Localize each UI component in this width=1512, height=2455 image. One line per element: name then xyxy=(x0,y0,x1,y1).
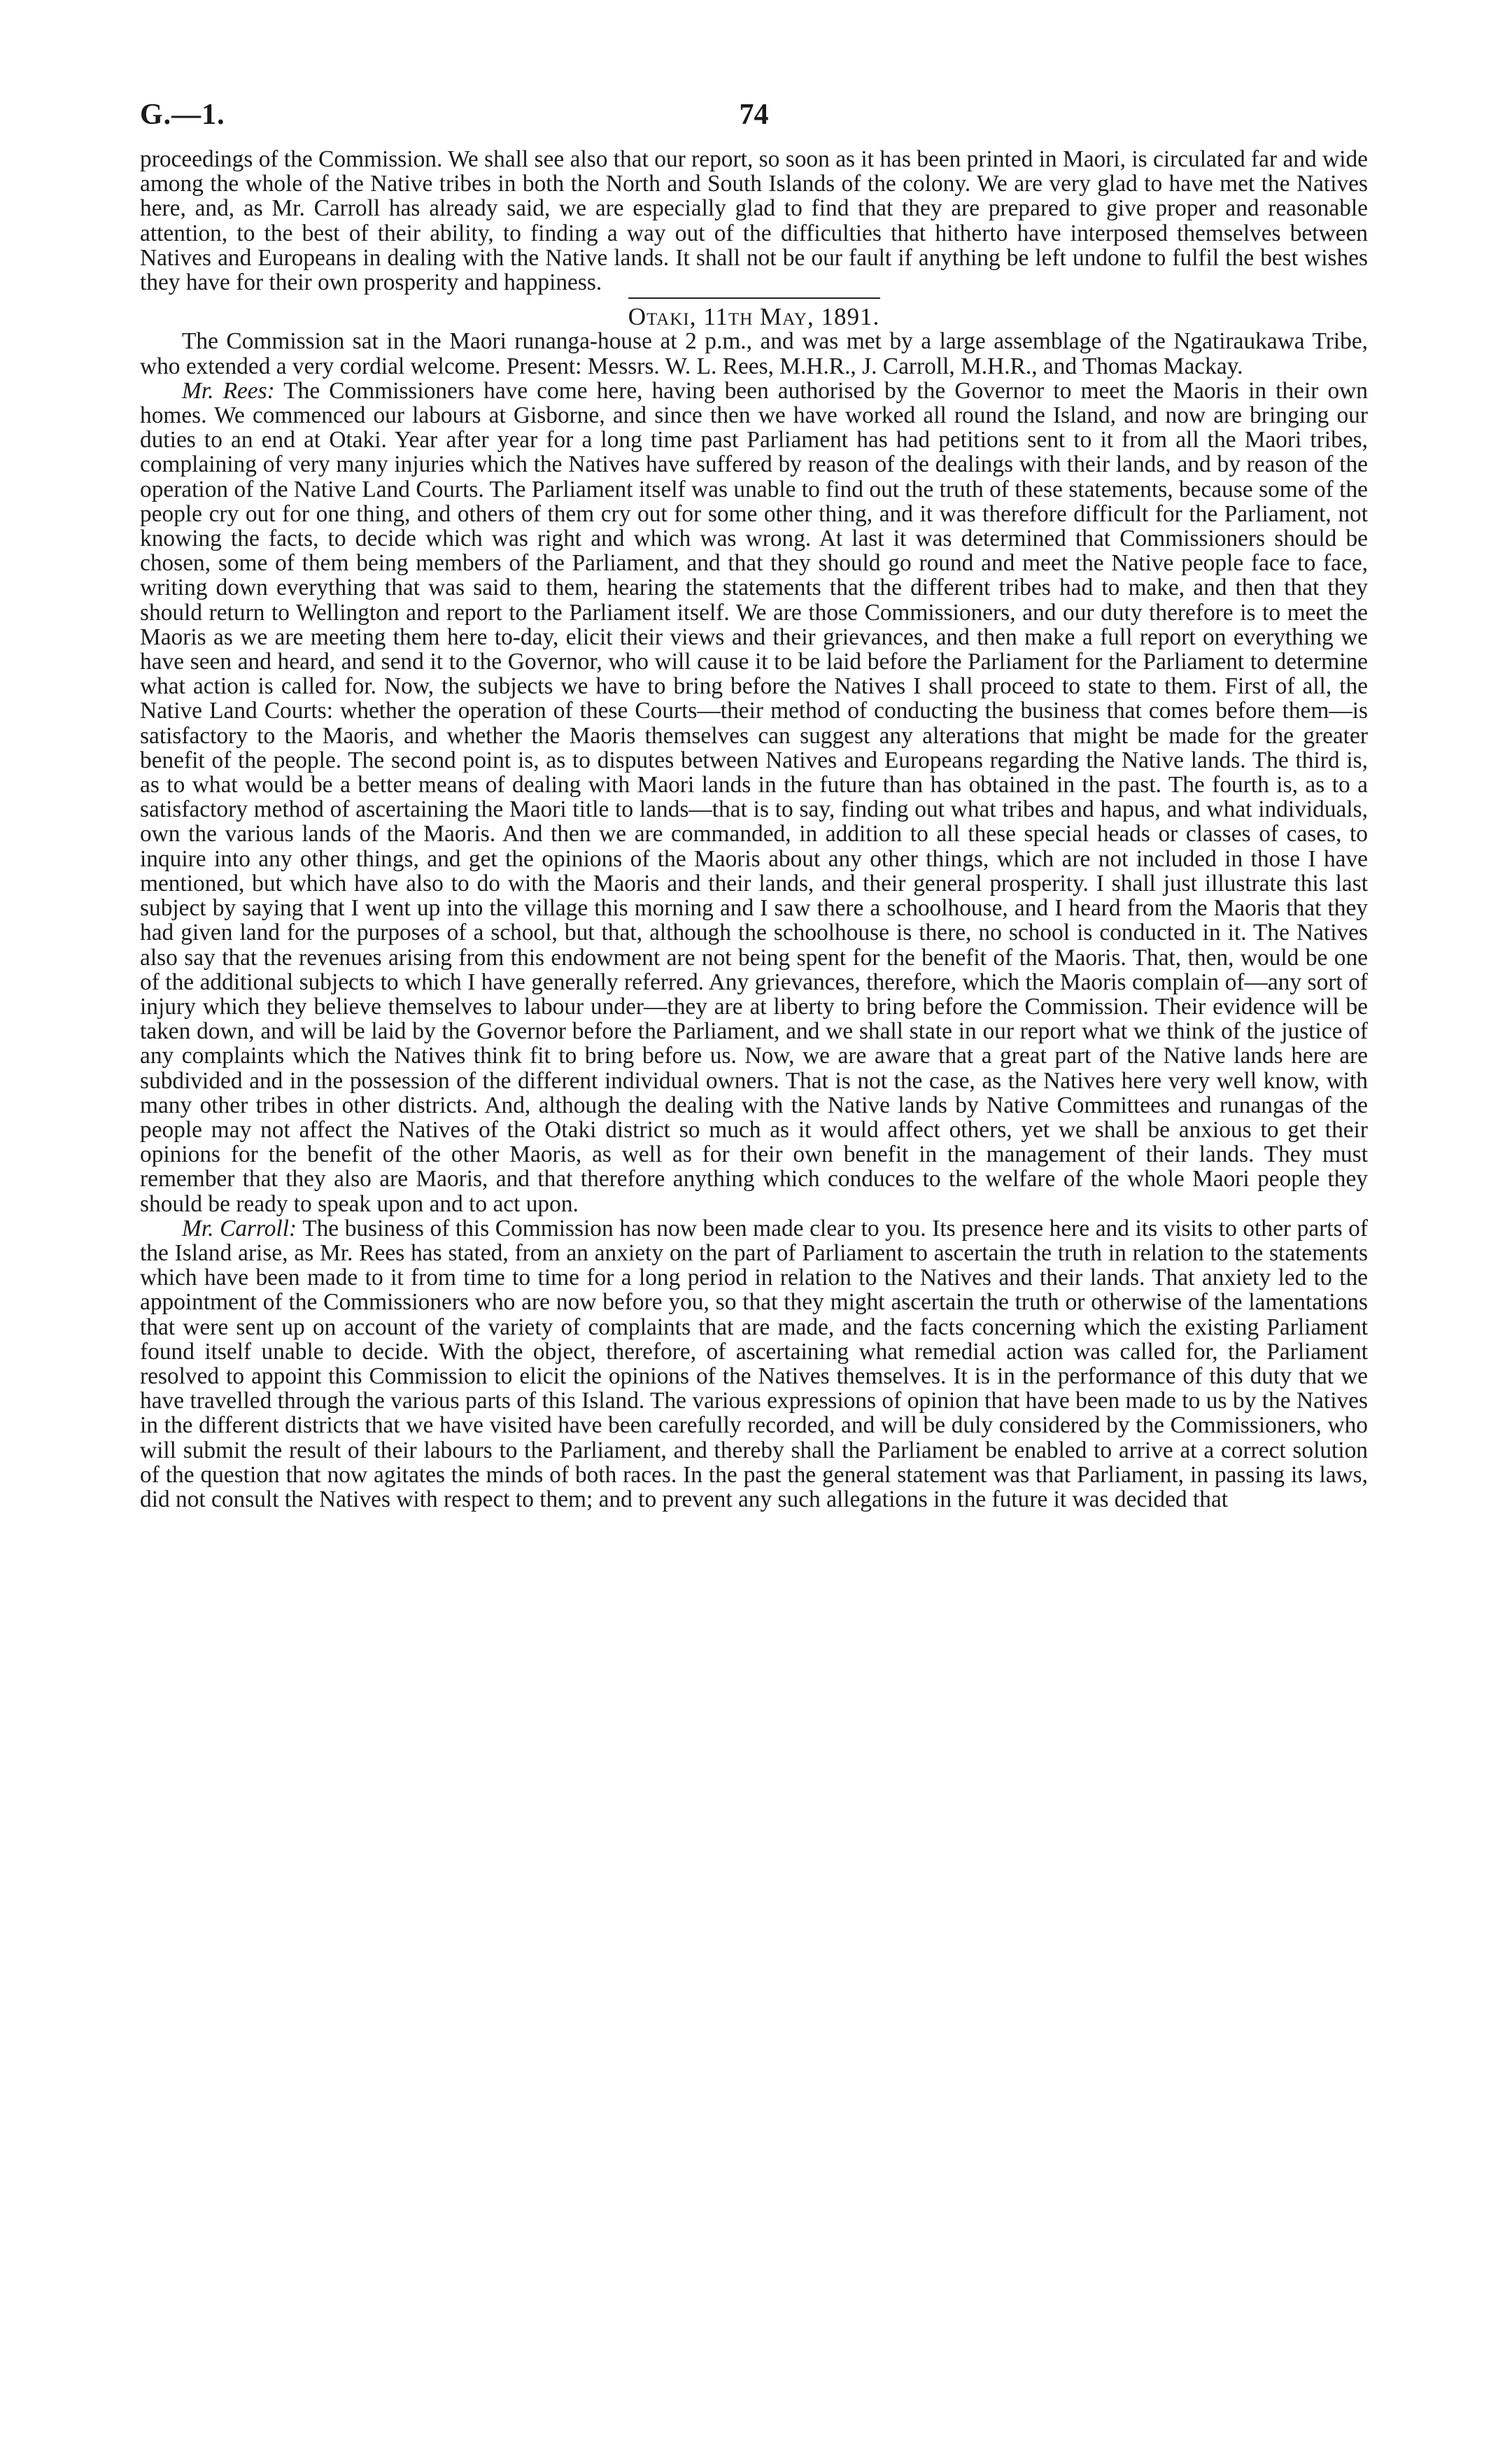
paragraph-mr-rees xyxy=(140,379,1368,1216)
document-page xyxy=(140,98,1368,1512)
page-number: 74 xyxy=(739,99,769,131)
page-header xyxy=(140,98,1368,147)
speaker-name: Mr. Rees: xyxy=(182,377,275,404)
speech-text: The Commissioners have come here, having been authorised by the Governor to meet the Maoris in their own homes. We commenced our labours at Gisborne, and since then we have worked all round the Island, and now are bringing our duties to an end at Otaki. Year after year for a long time past Parliament has had petitions sent to it from all the Maori tribes, complaining of very many injuries which the Natives have suffered by reason of the dealings with their lands, and by reason of the operation of the Native Land Courts. The Parliament itself was unable to find out the truth of these statements, because some of the people cry out for one thing, and others of them cry out for some other thing, and it was therefore difficult for the Parliament, not knowing the facts, to decide which was right and which was wrong. At last it was determined that Commissioners should be chosen, some of them being members of the Parliament, and that they should go round and meet the Native people face to face, writing down everything that was said to them, hearing the statements that the different tribes had to make, and then that they should return to Wellington and report to the Parliament itself. We are those Commissioners, and our duty therefore is to meet the Maoris as we are meeting them here to-day, elicit their views and their grievances, and then make a full report on everything we have seen and heard, and send it to the Governor, who will cause it to be laid before the Parliament for the Parliament to determine what action is called for. Now, the subjects we have to bring before the Natives I shall proceed to state to them. First of all, the Native Land Courts: whether the operation of these Courts—their method of conducting the business that comes before them—is satisfactory to the Maoris, and whether the Maoris themselves can suggest any alterations that might be made for the greater benefit of the people. The second point is, as to disputes between Natives and Europeans regarding the Native lands. The third is, as to what would be a better means of dealing with Maori lands in the future than has obtained in the past. The fourth is, as to a satisfactory method of ascertaining the Maori title to lands—that is to say, finding out what tribes and hapus, and what individuals, own the various lands of the Maoris. And then we are commanded, in addition to all these special heads or classes of cases, to inquire into any other things, and get the opinions of the Maoris about any other things, which are not included in those I have mentioned, but which have also to do with the Maoris and their lands, and their general prosperity. I shall just illustrate this last subject by saying that I went up into the village this morning and I saw there a schoolhouse, and I heard from the Maoris that they had given land for the purposes of a school, but that, although the schoolhouse is there, no school is conducted in it. The Natives also say that the revenues arising from this endowment are not being spent for the benefit of the Maoris. That, then, would be one of the additional subjects to which I have generally referred. Any grievances, therefore, which the Maoris complain of—any sort of injury which they believe themselves to labour under—they are at liberty to bring before the Commission. Their evidence will be taken down, and will be laid by the Governor before the Parliament, and we shall state in our report what we think of the justice of any complaints which the Natives think fit to bring before us. Now, we are aware that a great part of the Native lands here are subdivided and in the possession of the different individual owners. That is not the case, as the Natives here very well know, with many other tribes in other districts. And, although the dealing with the Native lands by Native Committees and runangas of the people may not affect the Natives of the Otaki district so much as it would affect others, yet we shall be anxious to get their opinions for the benefit of the other Maoris, as well as for their own benefit in the management of their lands. They must remember that they also are Maoris, and that therefore anything which conduces to the welfare of the whole Maori people they should be ready to speak upon and to act upon. xyxy=(140,377,1368,1217)
speech-text: The business of this Commission has now been made clear to you. Its presence here and its visits to other parts of the Island arise, as Mr. Rees has stated, from an anxiety on the part of Parliament to ascertain the truth in relation to the statements which have been made to it from time to time for a long period in relation to the Natives and their lands. That anxiety led to the appointment of the Commissioners who are now before you, so that they might ascertain the truth or otherwise of the lamentations that were sent up on account of the variety of complaints that are made, and the facts concerning which the existing Parliament found itself unable to decide. With the object, therefore, of ascertaining what remedial action was called for, the Parliament resolved to appoint this Commission to elicit the opinions of the Natives themselves. It is in the performance of this duty that we have travelled through the various parts of this Island. The various expressions of opinion that have been made to us by the Natives in the different districts that we have visited have been carefully recorded, and will be duly considered by the Commissioners, who will submit the result of their labours to the Parliament, and thereby shall the Parliament be enabled to arrive at a correct solution of the question that now agitates the minds of both races. In the past the general statement was that Parliament, in passing its laws, did not consult the Natives with respect to them; and to prevent any such allegations in the future it was decided that xyxy=(140,1215,1368,1512)
section-heading: Otaki, 11th May, 1891. xyxy=(628,303,880,331)
paragraph-continuation: proceedings of the Commission. We shall see also that our report, so soon as it has been printed in Maori, is circulated far and wide among the whole of the Native tribes in both the North and South Islands of the colony. We are very glad to have met the Natives here, and, as Mr. Carroll has already said, we are especially glad to find that they are prepared to give proper and reasonable attention, to the best of their ability, to finding a way out of the difficulties that hitherto have interposed themselves between Natives and Europeans in dealing with the Native lands. It shall not be our fault if anything be left undone to fulfil the best wishes they have for their own prosperity and happiness. xyxy=(140,146,1368,296)
document-reference: G.—1. xyxy=(140,99,225,131)
speaker-name: Mr. Carroll: xyxy=(182,1215,297,1241)
section-divider xyxy=(628,297,880,299)
paragraph-mr-carroll xyxy=(140,1216,1368,1512)
paragraph-proceedings: The Commission sat in the Maori runanga-house at 2 p.m., and was met by a large assemblage of the Ngatiraukawa Tribe, who extended a very cordial welcome. Present: Messrs. W. L. Rees, M.H.R., J. Carroll, M.H.R., and Thomas Mackay. xyxy=(140,328,1368,379)
body-text xyxy=(140,147,1368,1512)
